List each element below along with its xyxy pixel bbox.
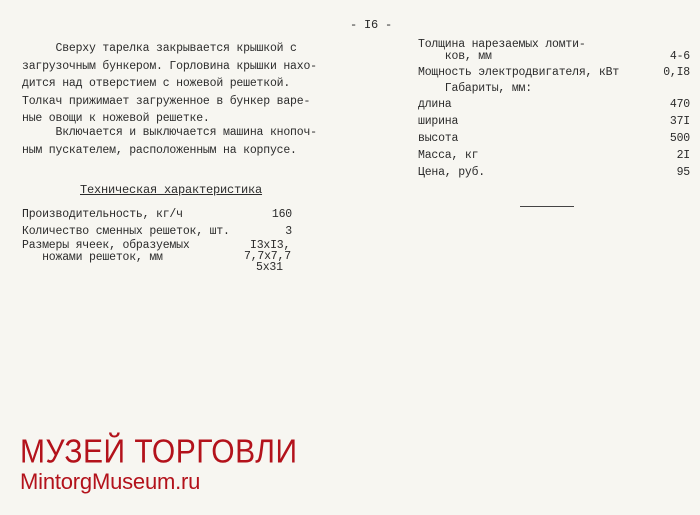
intro-paragraph	[22, 40, 342, 128]
spec-label: Количество сменных решеток, шт.	[22, 225, 230, 238]
spec-row-cell-sizes	[22, 239, 322, 274]
spec-value: I3хI3,	[250, 239, 291, 252]
switch-paragraph	[22, 124, 342, 159]
spec-row-mass	[418, 149, 690, 165]
spec-label: Масса, кг	[418, 149, 479, 162]
spec-row-price	[418, 166, 690, 182]
spec-row-productivity	[22, 208, 292, 224]
spec-value: 0,I8	[663, 66, 690, 79]
end-divider	[520, 206, 574, 207]
switch-line: Включается и выключается машина кнопоч-	[22, 126, 317, 139]
spec-label: Габариты, мм:	[418, 82, 532, 95]
spec-label: Размеры ячеек, образуемых	[22, 239, 190, 252]
spec-row-length	[418, 98, 690, 114]
intro-line: дится над отверстием с ножевой решеткой.	[22, 77, 291, 90]
intro-line: Сверху тарелка закрывается крышкой с	[22, 42, 297, 55]
intro-line: ные овощи к ножевой решетке.	[22, 112, 210, 125]
spec-label: Толщина нарезаемых ломти-	[418, 38, 586, 51]
spec-label: ножами решеток, мм	[22, 251, 163, 264]
spec-row-height	[418, 132, 690, 148]
spec-value: 95	[676, 166, 690, 179]
spec-label: ширина	[418, 115, 459, 128]
intro-line: Толкач прижимает загруженное в бункер варе-	[22, 94, 311, 108]
cell-size-values	[244, 240, 291, 273]
spec-heading: Техническая характеристика	[80, 183, 263, 197]
spec-value: 500	[669, 132, 690, 145]
spec-value: 160	[271, 208, 292, 221]
spec-value: 3	[285, 225, 292, 238]
page-number: - I6 -	[350, 18, 393, 32]
watermark-url: MintorgMuseum.ru	[20, 469, 201, 494]
spec-value: 5х31	[256, 261, 283, 274]
spec-label: Производительность, кг/ч	[22, 208, 183, 221]
spec-value: 7,7х7,7	[244, 250, 291, 263]
spec-label: Мощность электродвигателя, кВт	[418, 66, 620, 79]
spec-label: ков, мм	[418, 50, 492, 63]
spec-label: Цена, руб.	[418, 166, 486, 179]
watermark-title: МУЗЕЙ ТОРГОВЛИ	[20, 433, 298, 471]
museum-watermark	[20, 433, 298, 496]
spec-value: 2I	[676, 149, 690, 162]
intro-line: загрузочным бункером. Горловина крышки нахо-	[22, 59, 317, 73]
spec-label: длина	[418, 98, 452, 111]
spec-row-width	[418, 115, 690, 131]
spec-row-thickness-unit	[418, 50, 690, 66]
spec-row-dimensions	[418, 82, 690, 98]
spec-value: 4-6	[669, 50, 690, 63]
spec-row-power	[418, 66, 690, 82]
switch-line: ным пускателем, расположенным на корпусе.	[22, 143, 297, 157]
spec-label: высота	[418, 132, 459, 145]
spec-value: 470	[669, 98, 690, 111]
spec-value: 37I	[669, 115, 690, 128]
